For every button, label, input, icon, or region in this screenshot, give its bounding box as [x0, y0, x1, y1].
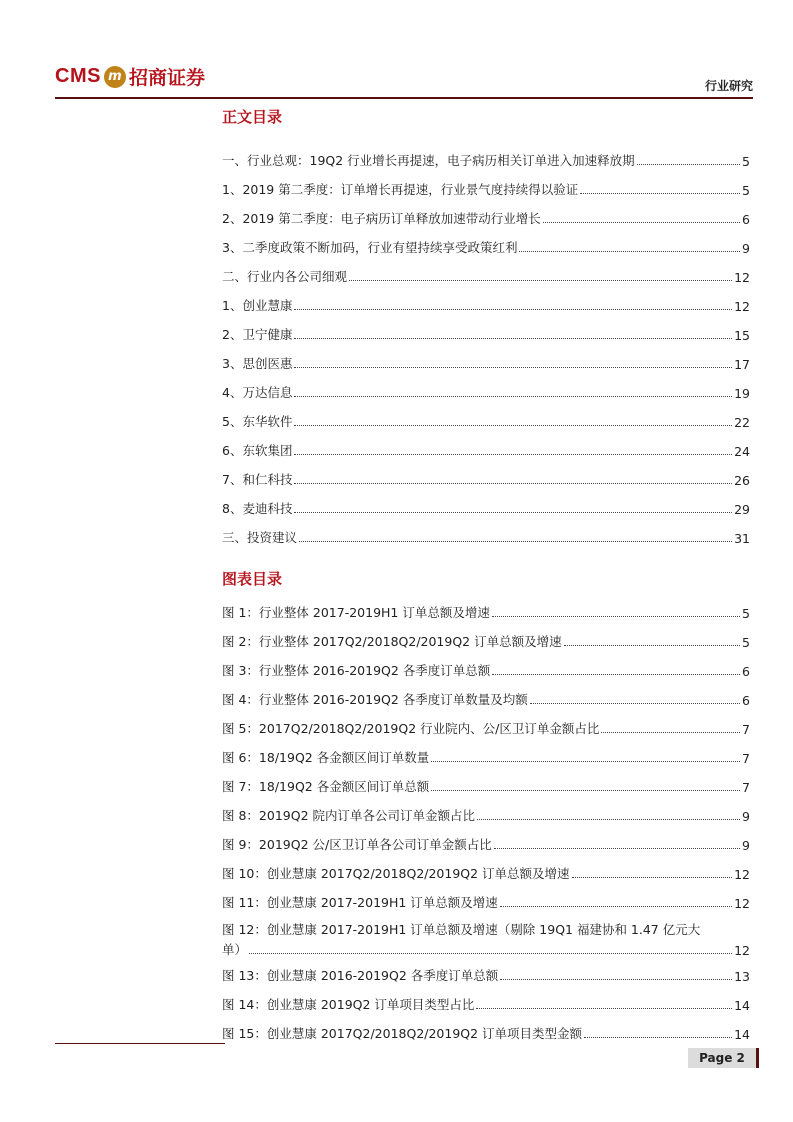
toc-title: 正文目录: [222, 108, 283, 126]
toc-entry-text: 7、和仁科技: [222, 472, 293, 487]
toc-entry-text: 图 3：行业整体 2016-2019Q2 各季度订单总额: [222, 663, 491, 678]
toc-entry-page: 15: [734, 328, 750, 343]
logo-mark-icon: m: [104, 66, 126, 88]
toc-entry-text: 一、行业总观：19Q2 行业增长再提速，电子病历相关订单进入加速释放期: [222, 153, 635, 168]
toc-entry-text: 2、2019 第二季度：电子病历订单释放加速带动行业增长: [222, 211, 541, 226]
toc-entry-text: 图 14：创业慧康 2019Q2 订单项目类型占比: [222, 997, 475, 1012]
leader-dots: [294, 309, 732, 310]
toc-entry-text: 图 7：18/19Q2 各金额区间订单总额: [222, 779, 430, 794]
leader-dots: [500, 979, 732, 980]
leader-dots: [294, 425, 732, 426]
toc-entry-text: 图 8：2019Q2 院内订单各公司订单金额占比: [222, 808, 476, 823]
page-number: Page 2: [688, 1048, 756, 1068]
leader-dots: [294, 512, 732, 513]
toc-entry[interactable]: [222, 285, 750, 314]
toc-entry-page: 7: [742, 722, 750, 737]
toc-entry-text: 图 6：18/19Q2 各金额区间订单数量: [222, 750, 430, 765]
toc-entry[interactable]: [222, 140, 750, 169]
toc-entry[interactable]: [222, 488, 750, 517]
toc-entry-page: 13: [734, 969, 750, 984]
cms-logo: [55, 63, 205, 90]
toc-entry-page: 22: [734, 415, 750, 430]
toc-entry[interactable]: [222, 737, 750, 766]
logo-chinese-text: 招商证券: [128, 67, 205, 89]
toc-entry-page: 9: [742, 838, 750, 853]
toc-entry-text-cont: 单）: [222, 942, 248, 957]
toc-entry-page: 17: [734, 357, 750, 372]
toc-entry-page: 5: [742, 606, 750, 621]
toc-entry[interactable]: [222, 517, 750, 546]
report-category: 行业研究: [704, 79, 753, 93]
toc-entry[interactable]: [222, 372, 750, 401]
leader-dots: [500, 906, 732, 907]
logo-cms-text: CMS: [55, 65, 101, 87]
toc-entry-page: 12: [734, 270, 750, 285]
toc-entry-page: 19: [734, 386, 750, 401]
leader-dots: [476, 1008, 732, 1009]
toc-entry-text: 图 1：行业整体 2017-2019H1 订单总额及增速: [222, 605, 490, 620]
leader-dots: [530, 703, 740, 704]
toc-entry-text: 三、投资建议: [222, 530, 298, 545]
leader-dots: [477, 819, 740, 820]
leader-dots: [349, 280, 732, 281]
toc-entry[interactable]: [222, 824, 750, 853]
fig-toc-title: 图表目录: [222, 570, 283, 588]
toc-entry-text: 4、万达信息: [222, 385, 293, 400]
toc-entry-text: 二、行业内各公司细观: [222, 269, 348, 284]
leader-dots: [294, 367, 732, 368]
toc-entry[interactable]: [222, 198, 750, 227]
toc-entry-page: 12: [734, 896, 750, 911]
toc-entry[interactable]: [222, 650, 750, 679]
toc-entry[interactable]: [222, 314, 750, 343]
toc-entry-text: 8、麦迪科技: [222, 501, 293, 516]
toc-entry-page: 26: [734, 473, 750, 488]
toc-entry-text: 图 12：创业慧康 2017-2019H1 订单总额及增速（剔除 19Q1 福建协和 1.47 亿元大: [222, 922, 701, 937]
toc-entry[interactable]: [222, 911, 750, 958]
toc-entry[interactable]: [222, 708, 750, 737]
toc-entry[interactable]: [222, 1013, 750, 1042]
toc-entry[interactable]: [222, 401, 750, 430]
footer-divider: [55, 1043, 225, 1044]
leader-dots: [564, 645, 740, 646]
leader-dots: [519, 251, 740, 252]
leader-dots: [584, 1037, 732, 1038]
toc-entry[interactable]: [222, 459, 750, 488]
leader-dots: [299, 541, 732, 542]
toc-entry-text: 1、创业慧康: [222, 298, 293, 313]
leader-dots: [431, 761, 740, 762]
toc-entry-text: 图 13：创业慧康 2016-2019Q2 各季度订单总额: [222, 968, 499, 983]
toc-entry-text: 3、思创医惠: [222, 356, 293, 371]
toc-entry-page: 6: [742, 693, 750, 708]
toc-entry-text: 5、东华软件: [222, 414, 293, 429]
leader-dots: [249, 953, 732, 954]
toc-entry-text: 图 10：创业慧康 2017Q2/2018Q2/2019Q2 订单总额及增速: [222, 866, 570, 881]
page-header: [55, 55, 753, 100]
toc-entry-text: 图 15：创业慧康 2017Q2/2018Q2/2019Q2 订单项目类型金额: [222, 1026, 583, 1041]
page-number-bar: [756, 1048, 759, 1068]
toc-entry-page: 12: [734, 867, 750, 882]
toc-entry-page: 14: [734, 998, 750, 1013]
toc-entry-page: 12: [734, 299, 750, 314]
leader-dots: [294, 483, 732, 484]
toc-entry-text: 3、二季度政策不断加码，行业有望持续享受政策红利: [222, 240, 518, 255]
leader-dots: [494, 848, 740, 849]
toc-entry[interactable]: [222, 343, 750, 372]
leader-dots: [294, 396, 732, 397]
toc-entry[interactable]: [222, 227, 750, 256]
toc-entry-page: 5: [742, 154, 750, 169]
leader-dots: [492, 616, 740, 617]
toc-entry-text: 图 11：创业慧康 2017-2019H1 订单总额及增速: [222, 895, 498, 910]
toc-entry-text: 图 5：2017Q2/2018Q2/2019Q2 行业院内、公/区卫订单金额占比: [222, 721, 600, 736]
toc-entry[interactable]: [222, 256, 750, 285]
toc-list: [222, 140, 750, 546]
toc-entry-text: 图 9：2019Q2 公/区卫订单各公司订单金额占比: [222, 837, 492, 852]
toc-entry-text: 图 4：行业整体 2016-2019Q2 各季度订单数量及均额: [222, 692, 528, 707]
toc-entry-page: 6: [742, 212, 750, 227]
toc-entry-page: 31: [734, 531, 750, 546]
leader-dots: [492, 674, 740, 675]
header-divider: [55, 97, 753, 99]
toc-entry[interactable]: [222, 795, 750, 824]
toc-entry[interactable]: [222, 169, 750, 198]
toc-entry[interactable]: [222, 592, 750, 621]
leader-dots: [294, 454, 732, 455]
toc-entry-page: 5: [742, 635, 750, 650]
leader-dots: [572, 877, 733, 878]
toc-entry-page: 7: [742, 780, 750, 795]
toc-entry-page: 7: [742, 751, 750, 766]
toc-entry[interactable]: [222, 679, 750, 708]
toc-entry-page: 5: [742, 183, 750, 198]
toc-entry-text: 图 2：行业整体 2017Q2/2018Q2/2019Q2 订单总额及增速: [222, 634, 562, 649]
toc-entry[interactable]: [222, 955, 750, 984]
toc-entry-page: 29: [734, 502, 750, 517]
toc-entry[interactable]: [222, 621, 750, 650]
toc-entry[interactable]: [222, 766, 750, 795]
toc-entry-page: 9: [742, 809, 750, 824]
toc-entry-text: 1、2019 第二季度：订单增长再提速，行业景气度持续得以验证: [222, 182, 579, 197]
toc-entry-page: 14: [734, 1027, 750, 1042]
leader-dots: [637, 164, 740, 165]
toc-entry[interactable]: [222, 853, 750, 882]
leader-dots: [431, 790, 740, 791]
toc-entry-page: 6: [742, 664, 750, 679]
toc-entry[interactable]: [222, 882, 750, 911]
fig-toc-list: [222, 592, 750, 1042]
leader-dots: [580, 193, 740, 194]
leader-dots: [294, 338, 732, 339]
leader-dots: [543, 222, 740, 223]
toc-entry-page: 9: [742, 241, 750, 256]
toc-entry-text: 2、卫宁健康: [222, 327, 293, 342]
toc-entry-page: 24: [734, 444, 750, 459]
toc-entry[interactable]: [222, 430, 750, 459]
leader-dots: [601, 732, 740, 733]
toc-entry[interactable]: [222, 984, 750, 1013]
toc-entry-text: 6、东软集团: [222, 443, 293, 458]
toc-entry-page: 12: [734, 943, 750, 958]
